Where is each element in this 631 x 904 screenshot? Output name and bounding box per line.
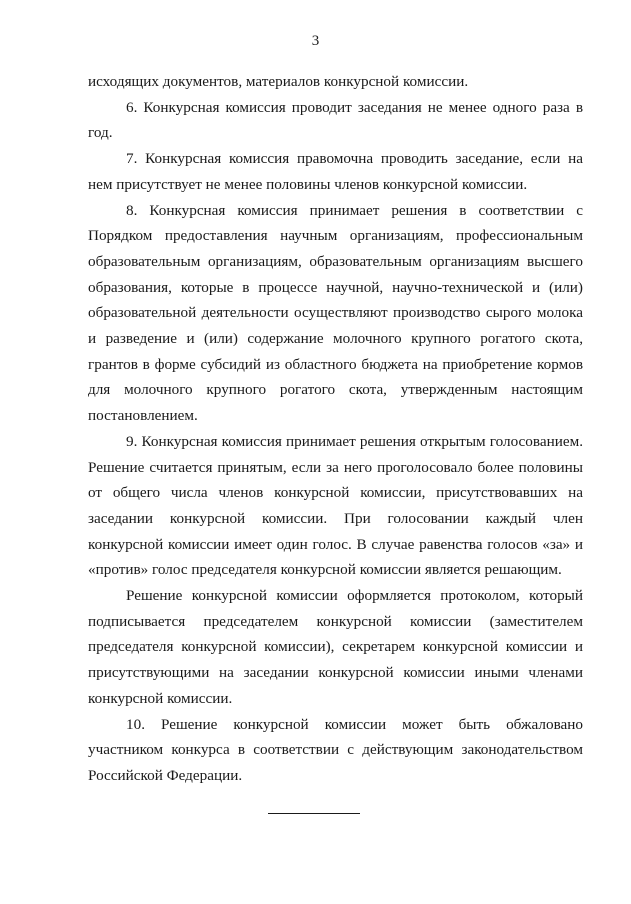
paragraph-6: 6. Конкурсная комиссия проводит заседания не менее одного раза в год. bbox=[88, 98, 583, 142]
paragraph-7: 7. Конкурсная комиссия правомочна проводить заседание, если на нем присутствует не менее половины членов конкурсной комиссии. bbox=[88, 150, 583, 193]
paragraph-9-decision: Решение конкурсной комиссии оформляется протоколом, который подписывается председателем конкурсной комиссии (заместителем председателя конкурсной комиссии), секретарем конкурсной комиссии и присутствующими на заседании конкурсной комиссии иными членами конкурсной комиссии. bbox=[88, 587, 583, 707]
page-number: 3 bbox=[311, 33, 320, 49]
paragraph-9: 9. Конкурсная комиссия принимает решения открытым голосованием. Решение считается принятым, если за него проголосовало более половины от общего числа членов конкурсной комиссии, присутствовавших на заседании конкурсной комиссии. При голосовании каждый член конкурсной комиссии имеет один голос. В случае равенства голосов «за» и «против» голос председателя конкурсной комиссии является решающим. bbox=[88, 432, 583, 579]
paragraph-8: 8. Конкурсная комиссия принимает решения в соответствии с Порядком предоставления научным организациям, профессиональным образовательным организациям, образовательным организациям высшего образования, которые в процессе научной, научно-технической и (или) образовательной деятельности осуществляют производство сырого молока и разведение и (или) содержание молочного крупного рогатого скота, грантов в форме субсидий из областного бюджета на приобретение кормов для молочного крупного рогатого скота, утвержденным настоящим постановлением. bbox=[88, 201, 583, 425]
document-body bbox=[88, 69, 583, 789]
closing-divider-line bbox=[268, 813, 360, 814]
paragraph-continuation: исходящих документов, материалов конкурсной комиссии. bbox=[88, 73, 469, 90]
paragraph-10: 10. Решение конкурсной комиссии может быть обжаловано участником конкурса в соответствии с действующим законодательством Российской Федерации. bbox=[88, 715, 583, 784]
